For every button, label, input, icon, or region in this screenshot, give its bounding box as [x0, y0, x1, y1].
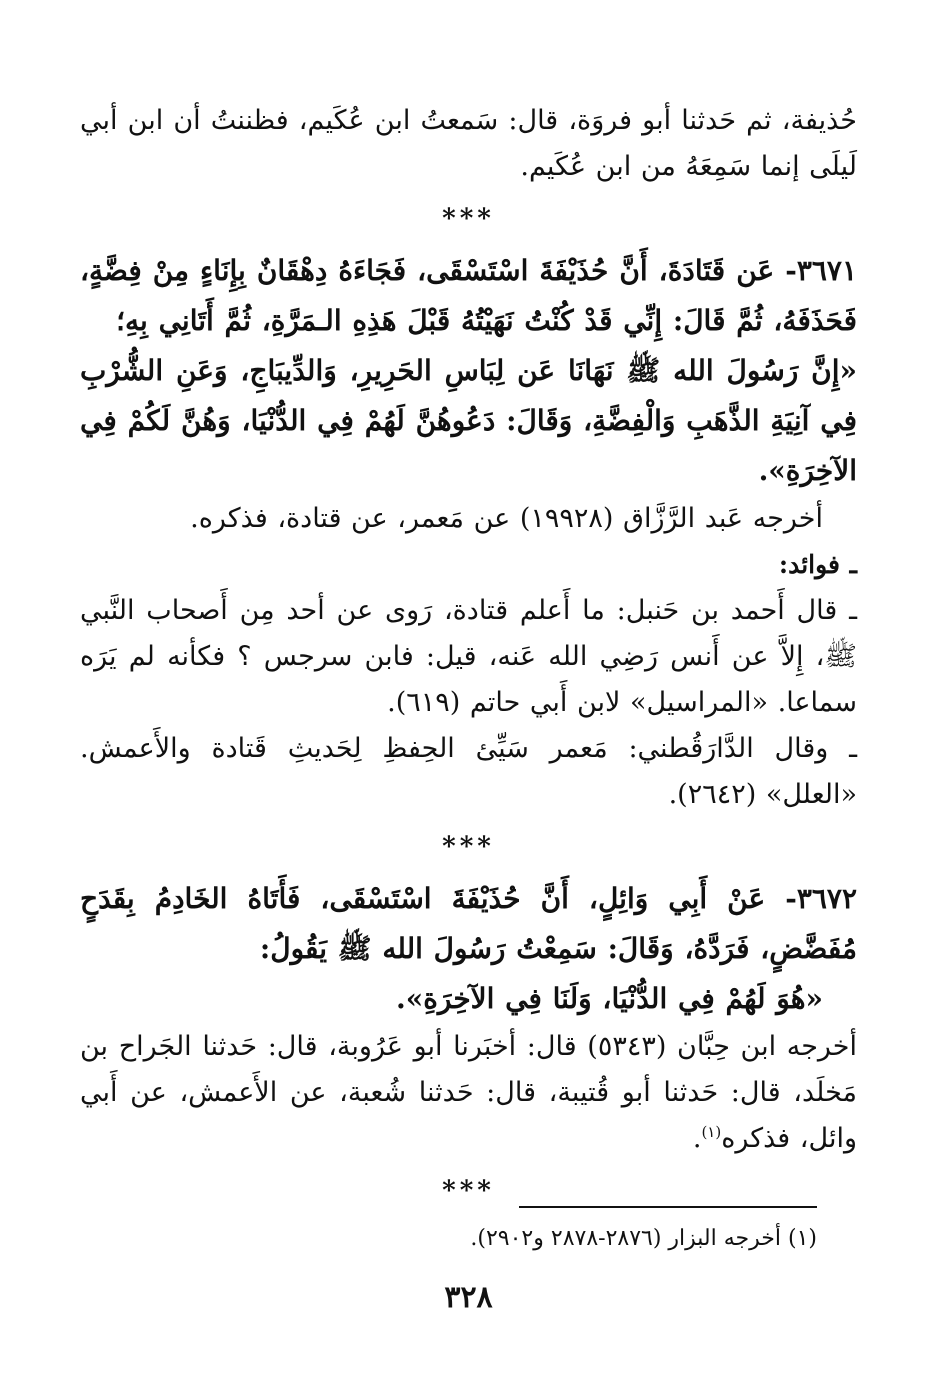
- hadith-3671-quote: «إِنَّ رَسُولَ الله ﷺ نَهَانَا عَن لِبَاسِ الحَرِيرِ، وَالدِّيبَاجِ، وَعَنِ الشُّرْبِ فِي آنِيَةِ الذَّهَبِ وَالْفِضَّةِ، وَقَالَ: دَعُوهُنَّ لَهُمْ فِي الدُّنْيَا، وَهُنَّ لَكُمْ فِي الآخِرَةِ».: [80, 354, 857, 487]
- takhrij-end: .: [692, 1123, 702, 1154]
- section-separator: ***: [442, 204, 495, 234]
- hadith-3672-quote: «هُوَ لَهُمْ فِي الدُّنْيَا، وَلَنَا فِي الآخِرَةِ».: [395, 982, 823, 1015]
- footnote: (١) أخرجه البزار (٢٨٧٦-٢٨٧٨ و٢٩٠٢).: [470, 1226, 817, 1251]
- fawaid-heading: ـ فوائد:: [778, 550, 857, 579]
- hadith-3671-takhrij: أخرجه عَبد الرَّزَّاق (١٩٩٢٨) عن مَعمر، عن قتادة، فذكره.: [190, 503, 823, 534]
- takhrij-text: أخرجه ابن حِبَّان (٥٣٤٣) قال: أخبَرنا أبو عَرُوبة، قال: حَدثنا الجَراح بن مَخلَد، قال: حَدثنا أبو قُتيبة، قال: حَدثنا شُعبة، عن الأَعمش، عن أَبي وائل، فذكره: [80, 1031, 858, 1154]
- section-separator: ***: [442, 832, 495, 862]
- hadith-3671-text: ٣٦٧١- عَن قَتَادَةَ، أَنَّ حُذَيْفَةَ اسْتَسْقَى، فَجَاءَهُ دِهْقَانٌ بِإِنَاءٍ مِنْ فِضَّةٍ، فَحَذَفَهُ، ثُمَّ قَالَ: إِنِّي قَدْ كُنْتُ نَهَيْتُهُ قَبْلَ هَذِهِ الـمَرَّةِ، ثُمَّ أَتَانِي بِهِ؛: [80, 254, 857, 337]
- hadith-3672-text: ٣٦٧٢- عَنْ أَبِي وَائِلٍ، أَنَّ حُذَيْفَةَ اسْتَسْقَى، فَأَتَاهُ الخَادِمُ بِقَدَحٍ مُفَضَّضٍ، فَرَدَّهُ، وَقَالَ: سَمِعْتُ رَسُولَ الله ﷺ يَقُولُ:: [80, 882, 857, 965]
- fawaid-item-1: ـ قال أَحمد بن حَنبل: ما أَعلم قتادة، رَوى عن أحد مِن أَصحاب النَّبي ﷺ، إِلاَّ عن أَنس رَضِي الله عَنه، قيل: فابن سرجس ؟ فكأنه لم يَرَه سماعا. «المراسيل» لابن أَبي حاتم (٦١٩).: [80, 595, 857, 718]
- page-number: ٣٢٨: [444, 1280, 493, 1315]
- section-separator: ***: [442, 1176, 495, 1206]
- footnote-reference[interactable]: (١): [701, 1123, 722, 1141]
- footnote-divider: [519, 1206, 817, 1208]
- hadith-3672-takhrij: [80, 1024, 857, 1162]
- paragraph-continuation: حُذيفة، ثم حَدثنا أبو فروَة، قال: سَمعتُ ابن عُكَيم، فظننتُ أن ابن أبي لَيلَى إنما سَمِعَهُ من ابن عُكَيم.: [80, 105, 857, 182]
- fawaid-item-2: ـ وقال الدَّارَقُطني: مَعمر سَيِّئ الحِفظِ لِحَديثِ قَتادة والأَعمش. «العلل» (٢٦٤٢).: [80, 733, 857, 810]
